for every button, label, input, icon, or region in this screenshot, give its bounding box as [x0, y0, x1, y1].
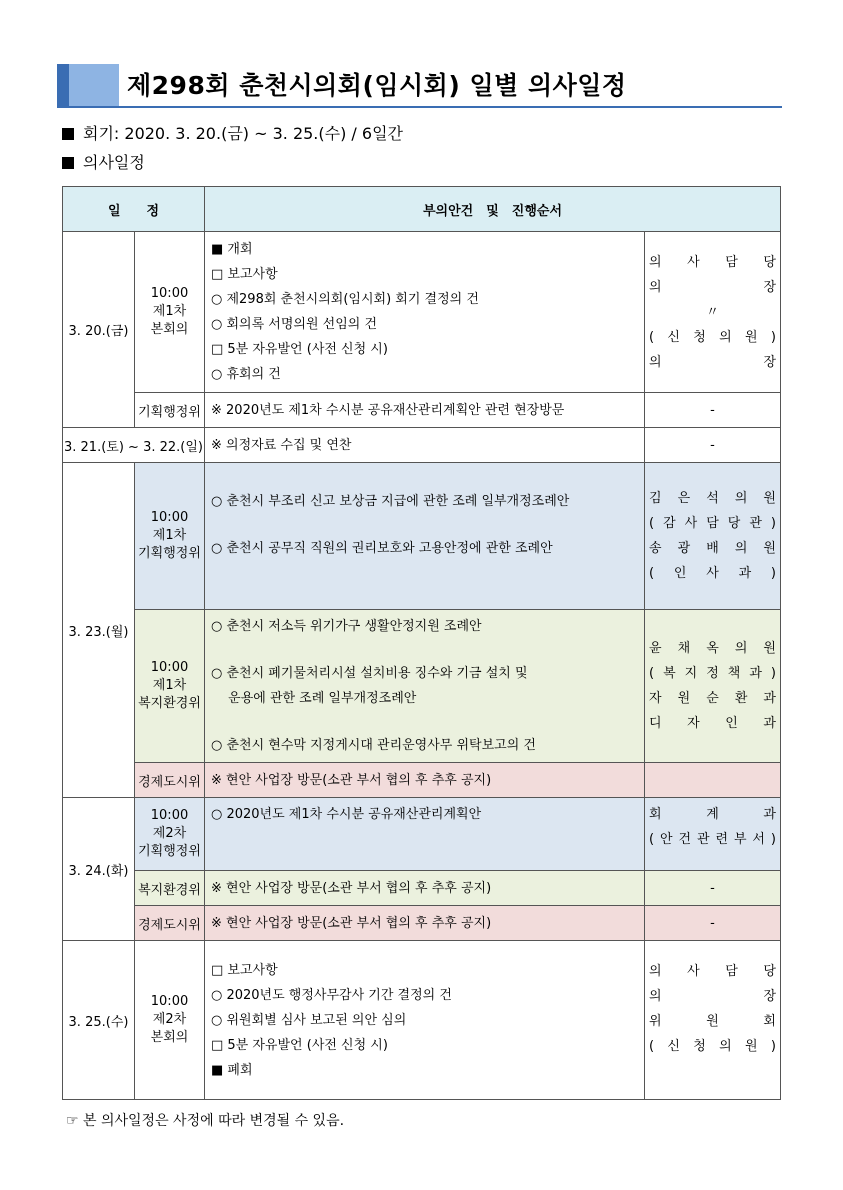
- header-date: 일 정: [63, 187, 205, 232]
- meeting-number: 제2차: [152, 826, 187, 841]
- presenter-cell: [645, 763, 781, 798]
- agenda-cell: [205, 871, 645, 906]
- presenter: 의 장: [649, 279, 776, 295]
- session-line: [62, 121, 403, 144]
- presenter: 〃: [705, 304, 719, 320]
- meeting-time: 10:00: [150, 510, 189, 525]
- meeting-time: 10:00: [150, 286, 189, 301]
- meeting-cell: [135, 232, 205, 393]
- agenda-item: □ 5분 자유발언 (사전 신청 시): [211, 1037, 388, 1053]
- date-cell: 3. 24.(화): [63, 798, 135, 941]
- agenda-cell: [205, 232, 645, 393]
- presenter-cell: [645, 463, 781, 610]
- presenter: 김 은 석 의 원: [649, 491, 776, 506]
- table-row: [63, 393, 781, 428]
- meeting-type: 본회의: [150, 322, 189, 337]
- meeting-number: 제1차: [152, 678, 187, 693]
- table-row: [63, 463, 781, 610]
- presenter: 의 장: [649, 354, 776, 370]
- presenter-cell: [645, 798, 781, 871]
- agenda-item: □ 보고사항: [211, 962, 278, 978]
- agenda-item: ○ 춘천시 공무직 직원의 권리보호와 고용안정에 관한 조례안: [211, 541, 553, 556]
- table-row: [63, 871, 781, 906]
- date-cell: 3. 20.(금): [63, 232, 135, 428]
- meeting-cell: [135, 610, 205, 763]
- agenda-item: □ 보고사항: [211, 267, 278, 282]
- meeting-number: 제2차: [152, 1012, 187, 1027]
- square-bullet-icon: [62, 157, 74, 169]
- spacer: [211, 639, 638, 661]
- agenda-item: ※ 2020년도 제1차 수시분 공유재산관리계획안 관련 현장방문: [211, 402, 565, 418]
- presenter: 의 장: [649, 989, 776, 1004]
- agenda-item: 운용에 관한 조례 일부개정조례안: [211, 691, 417, 706]
- agenda-cell: [205, 428, 645, 463]
- committee-cell: 경제도시위: [135, 906, 205, 941]
- committee-cell: 기획행정위: [135, 393, 205, 428]
- presenter-cell: [645, 941, 781, 1100]
- agenda-item: ■ 개회: [211, 242, 253, 257]
- title-banner: [57, 58, 782, 108]
- meeting-time: 10:00: [150, 994, 189, 1009]
- committee-cell: 경제도시위: [135, 763, 205, 798]
- agenda-item: ■ 폐회: [211, 1062, 253, 1078]
- table-row: [63, 798, 781, 871]
- agenda-item: ○ 춘천시 폐기물처리시설 설치비용 징수와 기금 설치 및: [211, 666, 528, 681]
- agenda-item: ○ 춘천시 부조리 신고 보상금 지급에 관한 조례 일부개정조례안: [211, 494, 570, 509]
- spacer: [211, 514, 638, 536]
- date-cell: 3. 25.(수): [63, 941, 135, 1100]
- presenter: ( 신 청 의 원 ): [649, 1039, 776, 1054]
- meeting-number: 제1차: [152, 528, 187, 543]
- presenter: 회 계 과: [649, 807, 776, 822]
- table-header-row: [63, 187, 781, 232]
- table-row: [63, 232, 781, 393]
- agenda-item: ※ 현안 사업장 방문(소관 부서 협의 후 추후 공지): [211, 915, 492, 931]
- committee-cell: 복지환경위: [135, 871, 205, 906]
- meeting-type: 본회의: [150, 1030, 189, 1045]
- agenda-cell: [205, 906, 645, 941]
- presenter: 위 원 회: [649, 1014, 776, 1029]
- agenda-item: ○ 위원회별 심사 보고된 의안 심의: [211, 1012, 407, 1028]
- schedule-table: [62, 186, 781, 1100]
- table-row: [63, 428, 781, 463]
- meeting-cell: [135, 463, 205, 610]
- agenda-item: ○ 춘천시 현수막 지정게시대 관리운영사무 위탁보고의 건: [211, 738, 536, 753]
- agenda-cell: [205, 463, 645, 610]
- presenter: ( 감 사 담 당 관 ): [649, 516, 776, 531]
- title-accent-light: [69, 64, 119, 106]
- presenter: ( 안 건 관 련 부 서 ): [649, 832, 776, 847]
- agenda-item: ※ 현안 사업장 방문(소관 부서 협의 후 추후 공지): [211, 880, 492, 896]
- agenda-item: ○ 회의록 서명의원 선임의 건: [211, 317, 378, 332]
- date-cell: 3. 21.(토) ~ 3. 22.(일): [63, 428, 205, 463]
- schedule-heading-text: 의사일정: [83, 153, 145, 172]
- presenter: 자 원 순 환 과: [649, 691, 776, 706]
- presenter: 송 광 배 의 원: [649, 541, 776, 556]
- presenter: 윤 채 옥 의 원: [649, 641, 776, 656]
- presenter-cell: -: [645, 428, 781, 463]
- presenter: 디 자 인 과: [649, 716, 776, 731]
- page-title: 제298회 춘천시의회(임시회) 일별 의사일정: [127, 71, 627, 100]
- agenda-item: ○ 2020년도 제1차 수시분 공유재산관리계획안: [211, 807, 482, 822]
- square-bullet-icon: [62, 128, 74, 140]
- agenda-item: ※ 의정자료 수집 및 연찬: [211, 437, 352, 453]
- agenda-item: □ 5분 자유발언 (사전 신청 시): [211, 342, 388, 357]
- spacer: [211, 711, 638, 733]
- agenda-cell: [205, 610, 645, 763]
- agenda-cell: [205, 393, 645, 428]
- table-row: [63, 941, 781, 1100]
- meeting-time: 10:00: [150, 660, 189, 675]
- title-underline: [57, 106, 782, 108]
- presenter: ( 인 사 과 ): [649, 566, 776, 581]
- meeting-type: 기획행정위: [138, 844, 201, 859]
- presenter: ( 복 지 정 책 과 ): [649, 666, 776, 681]
- presenter: 의 사 담 당: [649, 964, 776, 979]
- table-row: [63, 906, 781, 941]
- meeting-cell: [135, 798, 205, 871]
- spacer: [211, 561, 638, 583]
- presenter-cell: -: [645, 871, 781, 906]
- agenda-item: ○ 춘천시 저소득 위기가구 생활안정지원 조례안: [211, 619, 482, 634]
- footnote: ☞ 본 의사일정은 사정에 따라 변경될 수 있음.: [66, 1113, 345, 1129]
- title-accent-dark: [57, 64, 69, 106]
- meeting-number: 제1차: [152, 304, 187, 319]
- agenda-cell: [205, 798, 645, 871]
- agenda-item: ○ 휴회의 건: [211, 367, 281, 382]
- presenter: 의 사 담 당: [649, 254, 776, 270]
- agenda-item: ○ 2020년도 행정사무감사 기간 결정의 건: [211, 987, 452, 1003]
- presenter-cell: -: [645, 906, 781, 941]
- meeting-time: 10:00: [150, 808, 189, 823]
- date-cell: 3. 23.(월): [63, 463, 135, 798]
- agenda-cell: [205, 941, 645, 1100]
- session-text: 회기: 2020. 3. 20.(금) ~ 3. 25.(수) / 6일간: [83, 124, 403, 143]
- presenter-cell: [645, 610, 781, 763]
- presenter-cell: -: [645, 393, 781, 428]
- meeting-cell: [135, 941, 205, 1100]
- meeting-type: 복지환경위: [138, 696, 201, 711]
- table-row: [63, 763, 781, 798]
- meeting-type: 기획행정위: [138, 546, 201, 561]
- agenda-item: ○ 제298회 춘천시의회(임시회) 회기 결정의 건: [211, 292, 479, 307]
- agenda-cell: [205, 763, 645, 798]
- schedule-heading: [62, 150, 145, 173]
- table-row: [63, 610, 781, 763]
- presenter: ( 신 청 의 원 ): [649, 329, 776, 345]
- header-agenda: 부의안건 및 진행순서: [205, 187, 781, 232]
- agenda-item: ※ 현안 사업장 방문(소관 부서 협의 후 추후 공지): [211, 772, 492, 788]
- presenter-cell: [645, 232, 781, 393]
